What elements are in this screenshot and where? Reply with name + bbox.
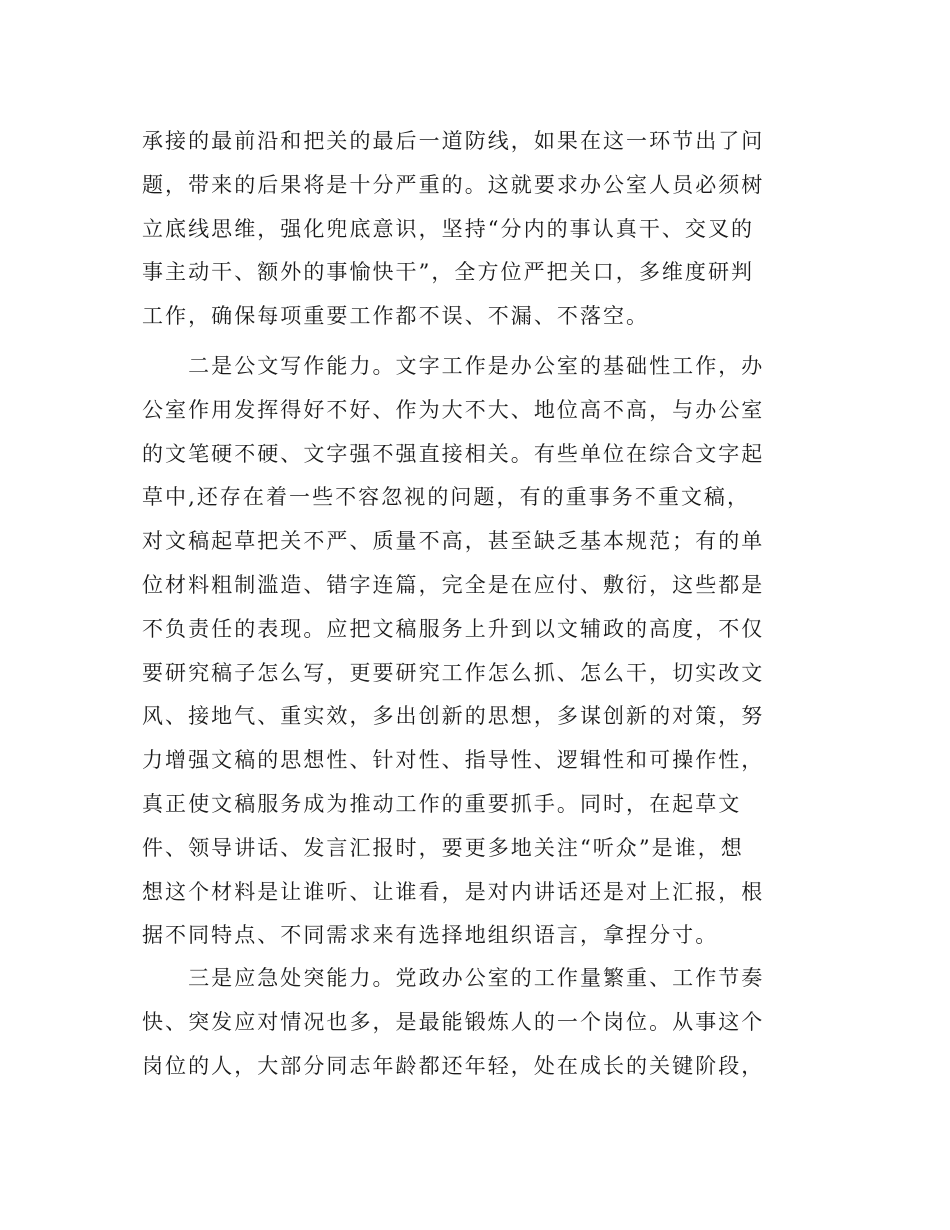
text-line: 据不同特点、不同需求来有选择地组织语言，拿捏分寸。: [142, 923, 719, 948]
text-line: 真正使文稿服务成为推动工作的重要抓手。同时，在起草文: [142, 791, 742, 816]
text-line: 快、突发应对情况也多，是最能锻炼人的一个岗位。从事这个: [142, 1009, 765, 1034]
text-line: 工作，确保每项重要工作都不误、不漏、不落空。: [142, 304, 650, 329]
text-line: 三是应急处突能力。党政办公室的工作量繁重、工作节奏: [142, 966, 765, 990]
paragraph-1: [142, 120, 812, 339]
text-line: 不负责任的表现。应把文稿服务上升到以文辅政的高度，不仅: [142, 616, 765, 641]
text-line: 事主动干、额外的事愉快干”，全方位严把关口，多维度研判: [142, 260, 755, 285]
text-line: 承接的最前沿和把关的最后一道防线，如果在这一环节出了问: [142, 129, 765, 153]
text-line: 题，带来的后果将是十分严重的。这就要求办公室人员必须树: [142, 172, 765, 197]
text-line: 草中,还存在着一些不容忽视的问题，有的重事务不重文稿，: [142, 485, 751, 510]
text-line: 对文稿起草把关不严、质量不高，甚至缺乏基本规范；有的单: [142, 529, 765, 554]
text-line: 想这个材料是让谁听、让谁看，是对内讲话还是对上汇报，根: [142, 879, 765, 904]
text-line: 的文笔硬不硬、文字强不强直接相关。有些单位在综合文字起: [142, 441, 765, 466]
text-line: 风、接地气、重实效，多出创新的思想，多谋创新的对策，努: [142, 704, 765, 729]
text-line: 要研究稿子怎么写，更要研究工作怎么抓、怎么干，切实改文: [142, 660, 765, 685]
text-line: 位材料粗制滥造、错字连篇，完全是在应付、敷衍，这些都是: [142, 572, 765, 597]
text-line: 件、领导讲话、发言汇报时，要更多地关注“听众”是谁，想: [142, 835, 744, 860]
text-line: 岗位的人，大部分同志年龄都还年轻，处在成长的关键阶段，: [142, 1053, 765, 1078]
text-line: 公室作用发挥得好不好、作为大不大、地位高不高，与办公室: [142, 397, 765, 422]
text-line: 力增强文稿的思想性、针对性、指导性、逻辑性和可操作性，: [142, 748, 765, 773]
paragraph-2: [142, 345, 812, 958]
text-line: 二是公文写作能力。文字工作是办公室的基础性工作，办: [142, 354, 765, 378]
paragraph-3: [142, 957, 812, 1088]
text-line: 立底线思维，强化兜底意识，坚持“分内的事认真干、交叉的: [142, 216, 755, 241]
